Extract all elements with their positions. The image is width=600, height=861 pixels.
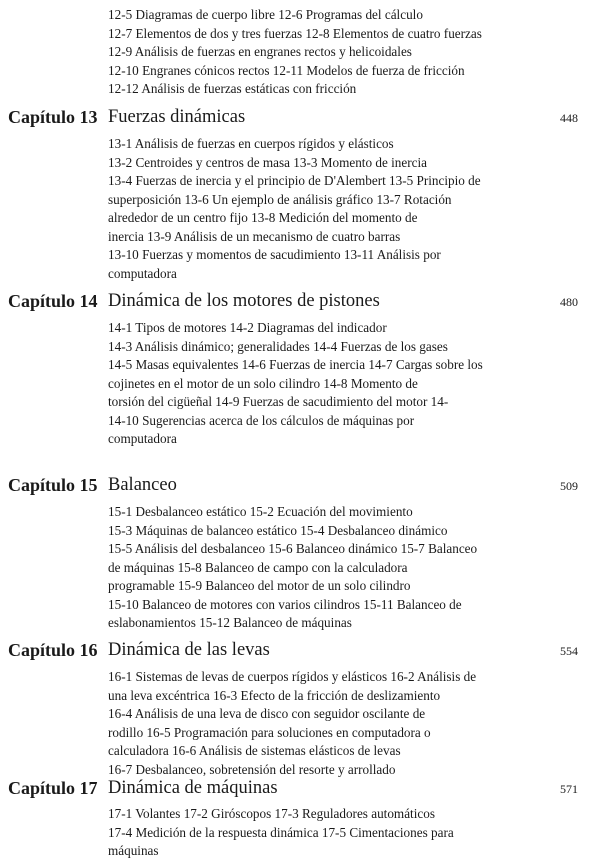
section-line: superposición 13-6 Un ejemplo de análisis gráfico 13-7 Rotación	[108, 191, 452, 207]
section-line: calculadora 16-6 Análisis de sistemas elásticos de levas	[108, 743, 401, 758]
section-line: una leva excéntrica 16-3 Efecto de la fricción de deslizamiento	[108, 687, 441, 703]
section-line: de máquinas 15-8 Balanceo de campo con la calculadora	[108, 559, 408, 575]
chapter-title: Dinámica de máquinas	[108, 778, 278, 798]
section-line: inercia 13-9 Análisis de un mecanismo de cuatro barras	[108, 228, 401, 244]
chapter-page-number: 571	[560, 782, 578, 796]
section-line: 15-10 Balanceo de motores con varios cilindros 15-11 Balanceo de	[108, 596, 462, 612]
chapter-page-number: 448	[560, 111, 578, 125]
chapter-title: Balanceo	[108, 475, 177, 495]
chapter-heading-14	[0, 289, 600, 313]
chapter-label: Capítulo 13	[8, 107, 98, 127]
preamble-section-list	[108, 6, 588, 99]
section-line: 17-1 Volantes 17-2 Giróscopos 17-3 Reguladores automáticos	[108, 806, 435, 821]
chapter-page-number: 509	[560, 479, 578, 493]
chapter-title: Dinámica de los motores de pistones	[108, 291, 380, 311]
chapter-label: Capítulo 16	[8, 640, 98, 660]
section-line: alrededor de un centro fijo 13-8 Medición del momento de	[108, 210, 418, 225]
chapter-heading-13	[0, 105, 600, 129]
section-line: 16-4 Análisis de una leva de disco con seguidor oscilante de	[108, 706, 426, 721]
chapter-title: Dinámica de las levas	[108, 640, 270, 660]
chapter-label: Capítulo 17	[8, 778, 98, 798]
section-line: 13-10 Fuerzas y momentos de sacudimiento 13-11 Análisis por	[108, 247, 441, 262]
chapter-17-section-list	[108, 805, 588, 861]
section-line: 15-1 Desbalanceo estático 15-2 Ecuación del movimiento	[108, 504, 413, 519]
section-line: 16-7 Desbalanceo, sobretensión del resorte y arrollado	[108, 761, 396, 777]
chapter-heading-15	[0, 473, 600, 497]
chapter-label: Capítulo 14	[8, 291, 98, 311]
section-line: programable 15-9 Balanceo del motor de un solo cilindro	[108, 578, 411, 593]
section-line: computadora	[108, 265, 177, 281]
section-line: 13-1 Análisis de fuerzas en cuerpos rígidos y elásticos	[108, 136, 394, 151]
section-line: rodillo 16-5 Programación para soluciones en computadora o	[108, 724, 431, 740]
section-line: 12-9 Análisis de fuerzas en engranes rectos y helicoidales	[108, 44, 412, 59]
section-line: eslabonamientos 15-12 Balanceo de máquinas	[108, 615, 352, 630]
section-line: 15-5 Análisis del desbalanceo 15-6 Balanceo dinámico 15-7 Balanceo	[108, 541, 478, 556]
chapter-page-number: 554	[560, 644, 578, 658]
section-line: cojinetes en el motor de un solo cilindro 14-8 Momento de	[108, 375, 418, 391]
section-line: 14-1 Tipos de motores 14-2 Diagramas del indicador	[108, 320, 387, 335]
section-line: 17-4 Medición de la respuesta dinámica 17-5 Cimentaciones para	[108, 824, 454, 840]
section-line: 14-5 Masas equivalentes 14-6 Fuerzas de inercia 14-7 Cargas sobre los	[108, 357, 483, 372]
section-line: 15-3 Máquinas de balanceo estático 15-4 Desbalanceo dinámico	[108, 522, 448, 538]
chapter-15-section-list	[108, 503, 588, 633]
section-line: torsión del cigüeñal 14-9 Fuerzas de sacudimiento del motor 14-	[108, 394, 449, 409]
section-line: 12-12 Análisis de fuerzas estáticas con fricción	[108, 81, 357, 96]
section-line: 12-5 Diagramas de cuerpo libre 12-6 Programas del cálculo	[108, 7, 423, 22]
chapter-page-number: 480	[560, 295, 578, 309]
chapter-16-section-list	[108, 668, 588, 779]
section-line: 12-7 Elementos de dos y tres fuerzas 12-8 Elementos de cuatro fuerzas	[108, 25, 482, 41]
chapter-label: Capítulo 15	[8, 475, 98, 495]
section-line: computadora	[108, 431, 177, 446]
section-line: 13-4 Fuerzas de inercia y el principio de D'Alembert 13-5 Principio de	[108, 173, 481, 188]
chapter-heading-16	[0, 638, 600, 662]
section-line: 14-3 Análisis dinámico; generalidades 14-4 Fuerzas de los gases	[108, 338, 448, 354]
section-line: 12-10 Engranes cónicos rectos 12-11 Modelos de fuerza de fricción	[108, 62, 465, 78]
section-line: 16-1 Sistemas de levas de cuerpos rígidos y elásticos 16-2 Análisis de	[108, 669, 477, 684]
chapter-13-section-list	[108, 135, 588, 283]
chapter-heading-17	[0, 776, 600, 800]
section-line: máquinas	[108, 843, 159, 858]
section-line: 14-10 Sugerencias acerca de los cálculos de máquinas por	[108, 412, 415, 428]
chapter-14-section-list	[108, 319, 588, 449]
chapter-title: Fuerzas dinámicas	[108, 107, 246, 127]
section-line: 13-2 Centroides y centros de masa 13-3 Momento de inercia	[108, 154, 427, 170]
